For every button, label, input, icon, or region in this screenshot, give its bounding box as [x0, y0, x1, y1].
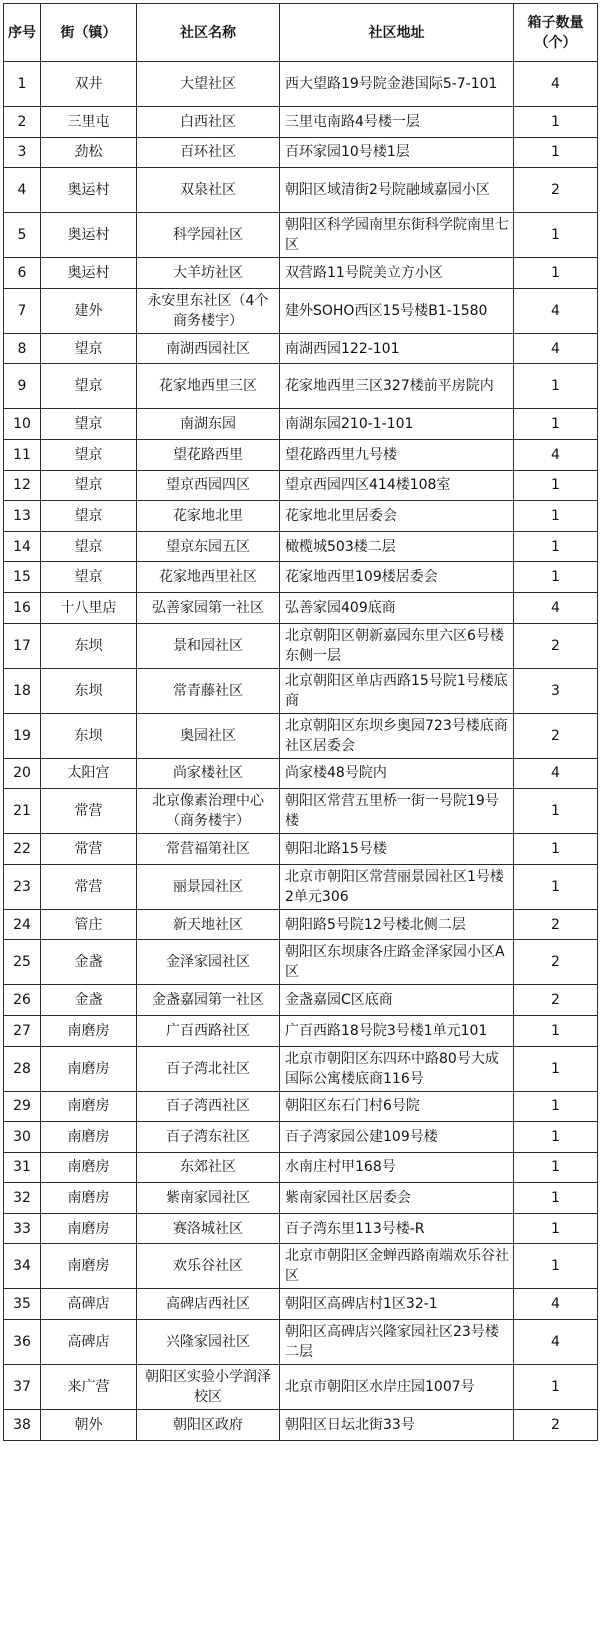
box-count-cell: 2 [514, 985, 598, 1016]
street-cell: 高碑店 [41, 1289, 137, 1320]
street-cell: 劲松 [41, 137, 137, 168]
address-cell: 弘善家园409底商 [280, 592, 514, 623]
box-count-cell: 1 [514, 789, 598, 834]
address-cell: 朝阳区科学园南里东街科学院南里七区 [280, 213, 514, 258]
box-count-cell: 1 [514, 1091, 598, 1122]
box-count-cell: 1 [514, 864, 598, 909]
row-index: 23 [4, 864, 41, 909]
street-cell: 常营 [41, 834, 137, 865]
community-name-cell: 欢乐谷社区 [137, 1244, 280, 1289]
table-row [4, 531, 598, 562]
community-name-cell: 百子湾北社区 [137, 1046, 280, 1091]
community-name-cell: 双泉社区 [137, 168, 280, 213]
row-index: 27 [4, 1015, 41, 1046]
street-cell: 朝外 [41, 1410, 137, 1441]
address-cell: 紫南家园社区居委会 [280, 1183, 514, 1214]
table-row [4, 213, 598, 258]
address-cell: 双营路11号院美立方小区 [280, 258, 514, 289]
community-name-cell: 金盏嘉园第一社区 [137, 985, 280, 1016]
address-cell: 南湖西园122-101 [280, 333, 514, 364]
row-index: 6 [4, 258, 41, 289]
community-name-cell: 紫南家园社区 [137, 1183, 280, 1214]
row-index: 9 [4, 364, 41, 409]
community-name-cell: 南湖西园社区 [137, 333, 280, 364]
box-count-cell: 1 [514, 258, 598, 289]
street-cell: 南磨房 [41, 1091, 137, 1122]
box-count-cell: 4 [514, 592, 598, 623]
row-index: 4 [4, 168, 41, 213]
street-cell: 东坝 [41, 668, 137, 713]
table-row [4, 1244, 598, 1289]
box-count-cell: 4 [514, 62, 598, 107]
table-row [4, 364, 598, 409]
table-row [4, 864, 598, 909]
community-name-cell: 高碑店西社区 [137, 1289, 280, 1320]
table-row [4, 713, 598, 758]
address-cell: 朝阳区日坛北街33号 [280, 1410, 514, 1441]
street-cell: 常营 [41, 864, 137, 909]
box-count-cell: 4 [514, 288, 598, 333]
street-cell: 南磨房 [41, 1152, 137, 1183]
row-index: 34 [4, 1244, 41, 1289]
table-row [4, 758, 598, 789]
row-index: 36 [4, 1320, 41, 1365]
table-row [4, 439, 598, 470]
address-cell: 花家地北里居委会 [280, 501, 514, 532]
address-cell: 西大望路19号院金港国际5-7-101 [280, 62, 514, 107]
street-cell: 来广营 [41, 1365, 137, 1410]
street-cell: 奥运村 [41, 213, 137, 258]
address-cell: 南湖东园210-1-101 [280, 409, 514, 440]
table-header [4, 4, 598, 62]
street-cell: 金盏 [41, 985, 137, 1016]
address-cell: 花家地西里109楼居委会 [280, 562, 514, 593]
box-count-cell: 1 [514, 137, 598, 168]
street-cell: 南磨房 [41, 1122, 137, 1153]
address-cell: 朝阳北路15号楼 [280, 834, 514, 865]
community-name-cell: 朝阳区政府 [137, 1410, 280, 1441]
community-name-cell: 百环社区 [137, 137, 280, 168]
community-name-cell: 望京西园四区 [137, 470, 280, 501]
row-index: 31 [4, 1152, 41, 1183]
street-cell: 金盏 [41, 940, 137, 985]
table-row [4, 62, 598, 107]
street-cell: 奥运村 [41, 258, 137, 289]
box-count-cell: 1 [514, 1046, 598, 1091]
table-row [4, 1122, 598, 1153]
address-cell: 建外SOHO西区15号楼B1-1580 [280, 288, 514, 333]
street-cell: 望京 [41, 470, 137, 501]
box-count-cell: 1 [514, 213, 598, 258]
community-name-cell: 景和园社区 [137, 623, 280, 668]
table-row [4, 940, 598, 985]
table-row [4, 668, 598, 713]
box-count-cell: 1 [514, 531, 598, 562]
street-cell: 望京 [41, 364, 137, 409]
row-index: 18 [4, 668, 41, 713]
table-row [4, 107, 598, 138]
box-count-cell: 1 [514, 409, 598, 440]
street-cell: 望京 [41, 333, 137, 364]
table-row [4, 1091, 598, 1122]
community-name-cell: 花家地西里三区 [137, 364, 280, 409]
community-name-cell: 永安里东社区（4个商务楼宇） [137, 288, 280, 333]
box-count-cell: 1 [514, 562, 598, 593]
row-index: 14 [4, 531, 41, 562]
row-index: 19 [4, 713, 41, 758]
community-name-cell: 白西社区 [137, 107, 280, 138]
table-row [4, 137, 598, 168]
address-cell: 北京朝阳区朝新嘉园东里六区6号楼东侧一层 [280, 623, 514, 668]
row-index: 24 [4, 909, 41, 940]
community-name-cell: 东郊社区 [137, 1152, 280, 1183]
address-cell: 朝阳区高碑店兴隆家园社区23号楼二层 [280, 1320, 514, 1365]
table-row [4, 258, 598, 289]
row-index: 30 [4, 1122, 41, 1153]
box-count-cell: 1 [514, 470, 598, 501]
street-cell: 南磨房 [41, 1046, 137, 1091]
table-row [4, 1183, 598, 1214]
table-row [4, 333, 598, 364]
row-index: 22 [4, 834, 41, 865]
box-count-cell: 1 [514, 1015, 598, 1046]
header-count [514, 4, 598, 62]
community-name-cell: 朝阳区实验小学润泽校区 [137, 1365, 280, 1410]
address-cell: 花家地西里三区327楼前平房院内 [280, 364, 514, 409]
table-row [4, 1289, 598, 1320]
community-name-cell: 丽景园社区 [137, 864, 280, 909]
header-street: 街（镇） [41, 4, 137, 62]
table-row [4, 834, 598, 865]
street-cell: 东坝 [41, 623, 137, 668]
street-cell: 南磨房 [41, 1183, 137, 1214]
street-cell: 十八里店 [41, 592, 137, 623]
address-cell: 百子湾东里113号楼-R [280, 1213, 514, 1244]
row-index: 25 [4, 940, 41, 985]
address-cell: 北京市朝阳区东四环中路80号大成国际公寓楼底商116号 [280, 1046, 514, 1091]
street-cell: 建外 [41, 288, 137, 333]
address-cell: 橄榄城503楼二层 [280, 531, 514, 562]
row-index: 17 [4, 623, 41, 668]
street-cell: 南磨房 [41, 1015, 137, 1046]
row-index: 13 [4, 501, 41, 532]
table-row [4, 1365, 598, 1410]
street-cell: 奥运村 [41, 168, 137, 213]
header-idx: 序号 [4, 4, 41, 62]
street-cell: 望京 [41, 409, 137, 440]
street-cell: 高碑店 [41, 1320, 137, 1365]
row-index: 26 [4, 985, 41, 1016]
street-cell: 三里屯 [41, 107, 137, 138]
community-name-cell: 百子湾西社区 [137, 1091, 280, 1122]
box-count-cell: 1 [514, 834, 598, 865]
community-name-cell: 兴隆家园社区 [137, 1320, 280, 1365]
address-cell: 朝阳区域清街2号院融域嘉园小区 [280, 168, 514, 213]
row-index: 15 [4, 562, 41, 593]
street-cell: 双井 [41, 62, 137, 107]
box-count-cell: 1 [514, 107, 598, 138]
box-count-cell: 2 [514, 623, 598, 668]
address-cell: 尚家楼48号院内 [280, 758, 514, 789]
address-cell: 望花路西里九号楼 [280, 439, 514, 470]
box-count-cell: 2 [514, 940, 598, 985]
community-name-cell: 尚家楼社区 [137, 758, 280, 789]
community-name-cell: 弘善家园第一社区 [137, 592, 280, 623]
community-name-cell: 望花路西里 [137, 439, 280, 470]
box-count-cell: 1 [514, 501, 598, 532]
table-row [4, 1015, 598, 1046]
community-name-cell: 科学园社区 [137, 213, 280, 258]
table-row [4, 470, 598, 501]
row-index: 16 [4, 592, 41, 623]
row-index: 7 [4, 288, 41, 333]
box-count-cell: 2 [514, 1410, 598, 1441]
address-cell: 望京西园四区414楼108室 [280, 470, 514, 501]
address-cell: 朝阳路5号院12号楼北侧二层 [280, 909, 514, 940]
street-cell: 南磨房 [41, 1213, 137, 1244]
box-count-cell: 1 [514, 1244, 598, 1289]
street-cell: 望京 [41, 501, 137, 532]
header-count-line1: 箱子数量 [527, 14, 584, 31]
box-count-cell: 2 [514, 909, 598, 940]
box-count-cell: 2 [514, 168, 598, 213]
header-name: 社区名称 [137, 4, 280, 62]
community-name-cell: 赛洛城社区 [137, 1213, 280, 1244]
box-count-cell: 4 [514, 1289, 598, 1320]
address-cell: 朝阳区常营五里桥一街一号院19号楼 [280, 789, 514, 834]
community-name-cell: 花家地北里 [137, 501, 280, 532]
box-count-cell: 1 [514, 364, 598, 409]
table-row [4, 562, 598, 593]
table-body [4, 62, 598, 1441]
community-name-cell: 奥园社区 [137, 713, 280, 758]
row-index: 38 [4, 1410, 41, 1441]
community-name-cell: 北京像素治理中心（商务楼宇） [137, 789, 280, 834]
table-row [4, 592, 598, 623]
table-row [4, 288, 598, 333]
table-row [4, 1213, 598, 1244]
row-index: 8 [4, 333, 41, 364]
box-count-cell: 4 [514, 439, 598, 470]
box-count-cell: 4 [514, 758, 598, 789]
address-cell: 百环家园10号楼1层 [280, 137, 514, 168]
address-cell: 广百西路18号院3号楼1单元101 [280, 1015, 514, 1046]
community-name-cell: 南湖东园 [137, 409, 280, 440]
box-count-cell: 4 [514, 333, 598, 364]
address-cell: 北京朝阳区东坝乡奥园723号楼底商社区居委会 [280, 713, 514, 758]
table-row [4, 501, 598, 532]
row-index: 29 [4, 1091, 41, 1122]
address-cell: 北京市朝阳区金蝉西路南端欢乐谷社区 [280, 1244, 514, 1289]
header-addr: 社区地址 [280, 4, 514, 62]
header-count-line2: （个） [534, 34, 577, 51]
row-index: 37 [4, 1365, 41, 1410]
row-index: 12 [4, 470, 41, 501]
address-cell: 朝阳区东石门村6号院 [280, 1091, 514, 1122]
street-cell: 南磨房 [41, 1244, 137, 1289]
community-name-cell: 百子湾东社区 [137, 1122, 280, 1153]
street-cell: 太阳宫 [41, 758, 137, 789]
row-index: 3 [4, 137, 41, 168]
community-name-cell: 大羊坊社区 [137, 258, 280, 289]
row-index: 11 [4, 439, 41, 470]
address-cell: 水南庄村甲168号 [280, 1152, 514, 1183]
box-count-cell: 4 [514, 1320, 598, 1365]
table-row [4, 909, 598, 940]
box-count-cell: 1 [514, 1122, 598, 1153]
table-row [4, 985, 598, 1016]
row-index: 10 [4, 409, 41, 440]
address-cell: 金盏嘉园C区底商 [280, 985, 514, 1016]
row-index: 1 [4, 62, 41, 107]
address-cell: 北京市朝阳区水岸庄园1007号 [280, 1365, 514, 1410]
row-index: 20 [4, 758, 41, 789]
address-cell: 北京市朝阳区常营丽景园社区1号楼2单元306 [280, 864, 514, 909]
address-cell: 朝阳区高碑店村1区32-1 [280, 1289, 514, 1320]
address-cell: 朝阳区东坝康各庄路金泽家园小区A区 [280, 940, 514, 985]
table-row [4, 1320, 598, 1365]
community-name-cell: 金泽家园社区 [137, 940, 280, 985]
table-row [4, 168, 598, 213]
community-box-table [3, 3, 598, 1441]
street-cell: 常营 [41, 789, 137, 834]
community-name-cell: 新天地社区 [137, 909, 280, 940]
street-cell: 望京 [41, 439, 137, 470]
box-count-cell: 1 [514, 1152, 598, 1183]
street-cell: 望京 [41, 562, 137, 593]
street-cell: 望京 [41, 531, 137, 562]
address-cell: 百子湾家园公建109号楼 [280, 1122, 514, 1153]
row-index: 2 [4, 107, 41, 138]
table-row [4, 1410, 598, 1441]
row-index: 28 [4, 1046, 41, 1091]
community-name-cell: 花家地西里社区 [137, 562, 280, 593]
community-name-cell: 广百西路社区 [137, 1015, 280, 1046]
row-index: 21 [4, 789, 41, 834]
community-name-cell: 常青藤社区 [137, 668, 280, 713]
box-count-cell: 1 [514, 1365, 598, 1410]
row-index: 35 [4, 1289, 41, 1320]
box-count-cell: 1 [514, 1183, 598, 1214]
community-name-cell: 望京东园五区 [137, 531, 280, 562]
row-index: 32 [4, 1183, 41, 1214]
address-cell: 北京朝阳区单店西路15号院1号楼底商 [280, 668, 514, 713]
street-cell: 东坝 [41, 713, 137, 758]
table-row [4, 1046, 598, 1091]
street-cell: 管庄 [41, 909, 137, 940]
row-index: 33 [4, 1213, 41, 1244]
box-count-cell: 3 [514, 668, 598, 713]
table-row [4, 789, 598, 834]
box-count-cell: 2 [514, 713, 598, 758]
address-cell: 三里屯南路4号楼一层 [280, 107, 514, 138]
community-name-cell: 常营福第社区 [137, 834, 280, 865]
community-name-cell: 大望社区 [137, 62, 280, 107]
box-count-cell: 1 [514, 1213, 598, 1244]
table-row [4, 623, 598, 668]
row-index: 5 [4, 213, 41, 258]
table-row [4, 1152, 598, 1183]
table-row [4, 409, 598, 440]
